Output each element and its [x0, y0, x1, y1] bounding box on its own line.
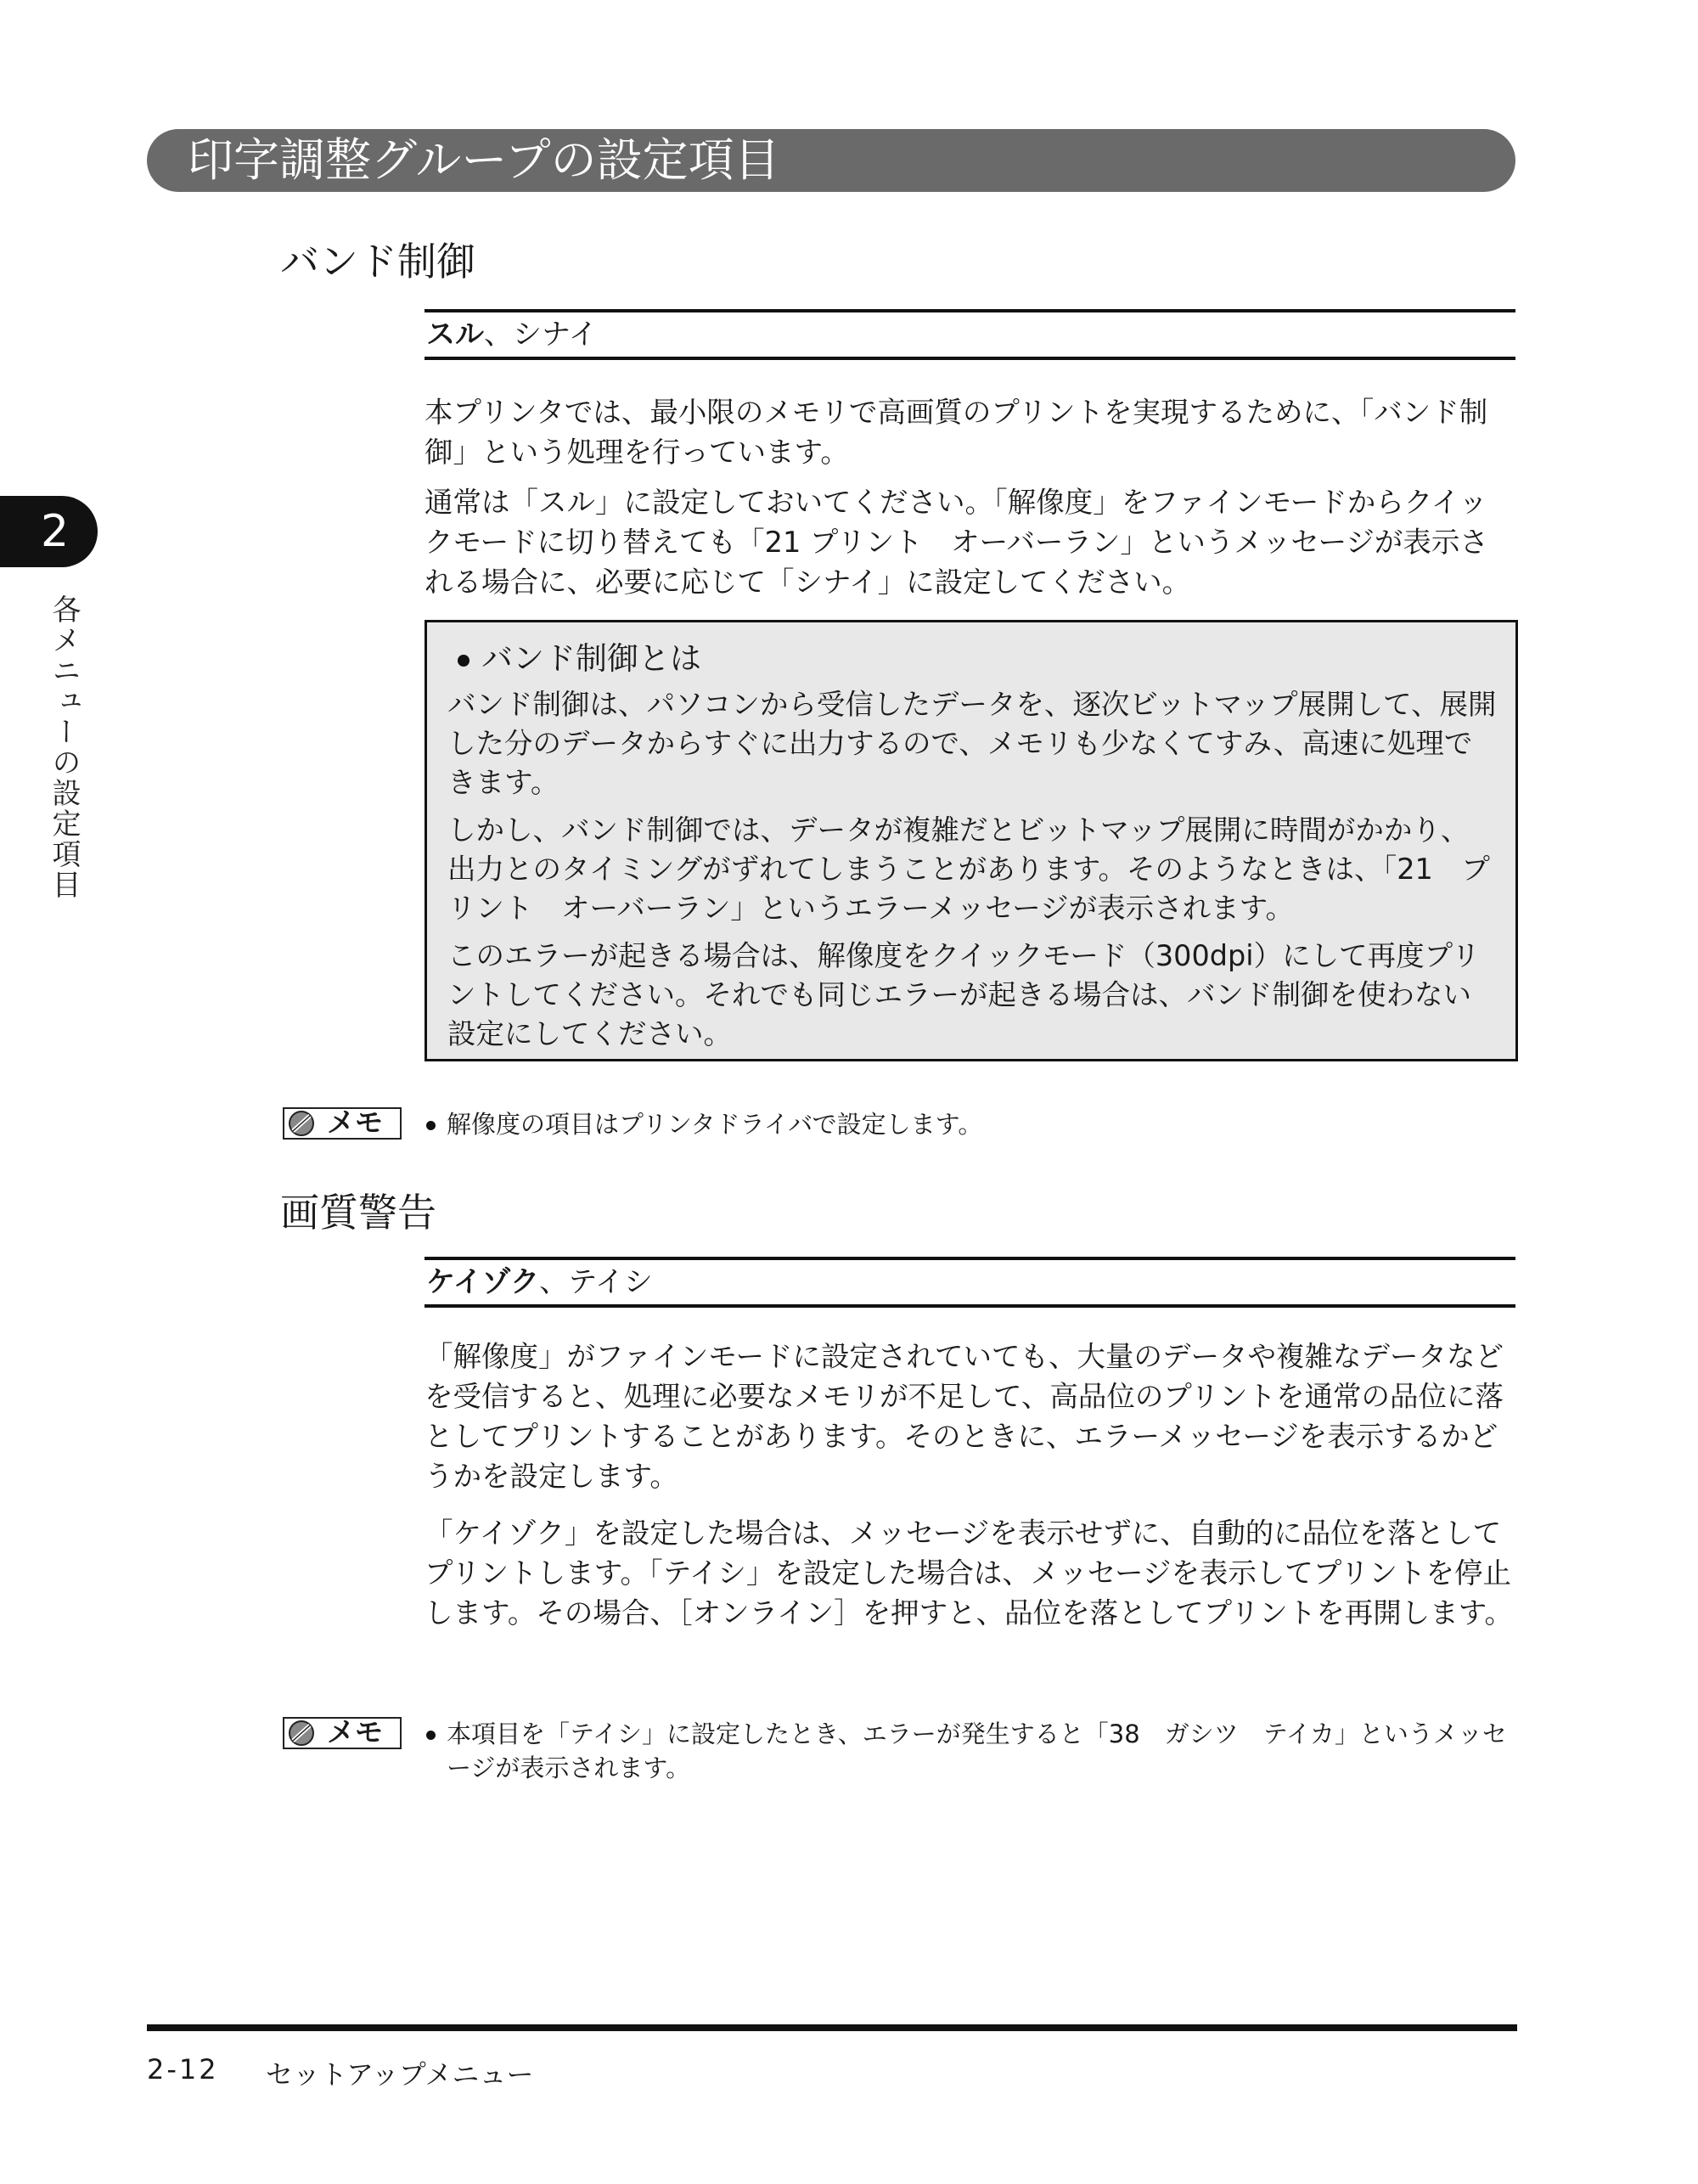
paragraph: 「ケイゾク」を設定した場合は、メッセージを表示せずに、自動的に品位を落としてプリントします。「テイシ」を設定した場合は、メッセージを表示してプリントを停止します。その場合、［オンライン］を押すと、品位を落としてプリントを再開します。: [424, 1517, 1514, 1630]
setting-other-values: 、シナイ: [484, 318, 598, 352]
memo-badge: [283, 1717, 402, 1749]
info-box-band-control: [424, 620, 1518, 1061]
info-box-paragraph: しかし、バンド制御では、データが複雑だとビットマップ展開に時間がかかり、出力とのタイミングがずれてしまうことがあります。そのようなときは、「21 プリント オーバーラン」というエラーメッセージが表示されます。: [447, 813, 1490, 925]
section-heading-band-control: バンド制御: [280, 239, 475, 284]
setting-default-value: スル: [426, 318, 484, 352]
page-title-bar: [147, 129, 1515, 192]
setting-other-values: 、テイシ: [539, 1265, 653, 1299]
memo-label: メモ: [327, 1715, 383, 1748]
info-box-paragraph: バンド制御は、パソコンから受信したデータを、逐次ビットマップ展開して、展開した分のデータからすぐに出力するので、メモリも少なくてすみ、高速に処理できます。: [447, 688, 1497, 799]
paragraph: 本プリンタでは、最小限のメモリで高画質のプリントを実現するために、「バンド制御」という処理を行っています。: [424, 396, 1488, 469]
paragraph: 「解像度」がファインモードに設定されていても、大量のデータや複雑なデータなどを受信すると、処理に必要なメモリが不足して、高品位のプリントを通常の品位に落としてプリントすることがあります。そのときに、エラーメッセージを表示するかどうかを設定します。: [424, 1340, 1504, 1493]
page-title: 印字調整グループの設定項目: [188, 133, 780, 187]
memo-badge: [283, 1107, 402, 1140]
chapter-number: 2: [41, 506, 70, 557]
info-box-title: バンド制御とは: [458, 638, 1497, 680]
memo-text: 本項目を「テイシ」に設定したとき、エラーが発生すると「38 ガシツ テイカ」というメッセージが表示されます。: [424, 1717, 1520, 1785]
footer-rule: [147, 2024, 1517, 2031]
info-box-paragraph: このエラーが起きる場合は、解像度をクイックモード（300dpi）にして再度プリントしてください。それでも同じエラーが起きる場合は、バンド制御を使わない設定にしてください。: [447, 939, 1481, 1050]
chapter-side-label: 各メニューの設定項目: [47, 594, 81, 900]
setting-options-band-control: [424, 309, 1515, 360]
footer-title: セットアップメニュー: [266, 2058, 534, 2091]
memo-label: メモ: [327, 1106, 383, 1139]
bullet-icon: [426, 1121, 436, 1130]
chapter-tab: [0, 496, 98, 567]
section-heading-quality-warning: 画質警告: [280, 1190, 436, 1236]
setting-options-quality-warning: [424, 1257, 1515, 1308]
paragraph: 通常は「スル」に設定しておいてください。「解像度」をファインモードからクイックモードに切り替えても「21 プリント オーバーラン」というメッセージが表示される場合に、必要に応じて「シナイ」に設定してください。: [424, 486, 1488, 599]
bullet-icon: [458, 655, 469, 667]
memo-text: 解像度の項目はプリンタドライバで設定します。: [424, 1107, 1520, 1141]
setting-default-value: ケイゾク: [426, 1265, 540, 1299]
page-number: 2-12: [147, 2053, 219, 2085]
bullet-icon: [426, 1731, 436, 1740]
